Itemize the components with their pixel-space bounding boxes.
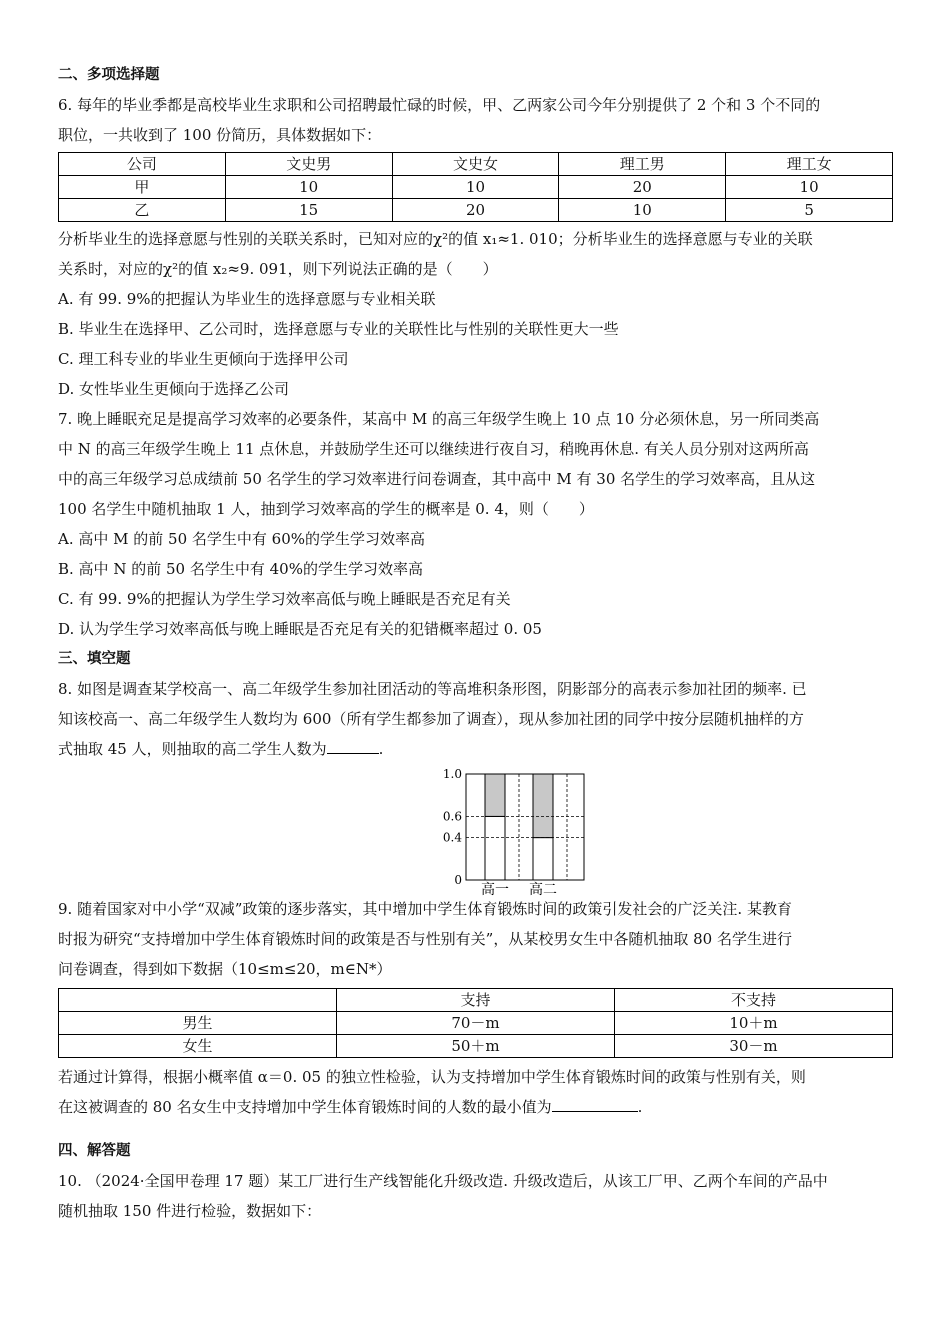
table-cell: 10 xyxy=(392,176,559,199)
option-a: A. 高中 M 的前 50 名学生中有 60%的学生学习效率高 xyxy=(58,530,425,548)
question-text: 式抽取 45 人，则抽取的高二学生人数为 xyxy=(58,740,327,758)
question-text-line: 100 名学生中随机抽取 1 人，抽到学习效率高的学生的概率是 0. 4，则（ ） xyxy=(58,500,594,518)
table-cell: 5 xyxy=(726,199,893,222)
question-text-line: 中的高三年级学习总成绩前 50 名学生的学习效率进行问卷调查，其中高中 M 有 30 名学生的学习效率高，且从这 xyxy=(58,470,816,488)
option-d: D. 认为学生学习效率高低与晚上睡眠是否充足有关的犯错概率超过 0. 05 xyxy=(58,620,542,638)
x-tick-label: 高二 xyxy=(529,882,557,896)
option-c: C. 有 99. 9%的把握认为学生学习效率高低与晚上睡眠是否充足有关 xyxy=(58,590,511,608)
question-9 xyxy=(58,894,893,1122)
option-b: B. 毕业生在选择甲、乙公司时，选择意愿与专业的关联性比与性别的关联性更大一些 xyxy=(58,320,619,338)
x-tick-label: 高一 xyxy=(481,882,509,896)
y-tick-label: 1.0 xyxy=(442,768,462,781)
question-text-end: . xyxy=(378,740,384,758)
bar-1-segment-1 xyxy=(485,816,505,880)
table-row xyxy=(59,199,893,222)
table-header-cell: 不支持 xyxy=(615,989,893,1012)
table-cell: 甲 xyxy=(59,176,226,199)
table-cell: 30－m xyxy=(615,1035,893,1058)
question-text-line: 知该校高一、高二年级学生人数均为 600（所有学生都参加了调查），现从参加社团的同学中按分层随机抽样的方 xyxy=(58,710,804,728)
table-cell: 10＋m xyxy=(615,1012,893,1035)
table-header-cell xyxy=(59,989,337,1012)
bar-2-segment-2 xyxy=(533,774,553,838)
y-tick-label: 0.4 xyxy=(442,830,462,845)
question-text: 在这被调查的 80 名女生中支持增加中学生体育锻炼时间的人数的最小值为 xyxy=(58,1098,552,1116)
table-cell: 10 xyxy=(726,176,893,199)
table-cell: 女生 xyxy=(59,1035,337,1058)
bar-2-segment-1 xyxy=(533,838,553,880)
bar-1-segment-2 xyxy=(485,774,505,816)
table-cell: 70－m xyxy=(337,1012,615,1035)
table-header-row xyxy=(59,989,893,1012)
option-a: A. 有 99. 9%的把握认为毕业生的选择意愿与专业相关联 xyxy=(58,290,436,308)
section-heading-multiple-choice: 二、多项选择题 xyxy=(58,67,160,83)
question-text-line: 若通过计算得，根据小概率值 α＝0. 05 的独立性检验，认为支持增加中学生体育锻炼时间的政策与性别有关，则 xyxy=(58,1068,806,1086)
q6-data-table xyxy=(58,152,893,222)
table-cell: 男生 xyxy=(59,1012,337,1035)
y-tick-label: 0.6 xyxy=(442,809,462,824)
question-text-line xyxy=(58,734,893,764)
table-header-cell: 文史男 xyxy=(225,153,392,176)
question-7 xyxy=(58,404,893,644)
stacked-bar-chart xyxy=(58,764,893,894)
table-row xyxy=(59,1012,893,1035)
question-text-end: . xyxy=(637,1098,643,1116)
table-header-cell: 公司 xyxy=(59,153,226,176)
table-header-row xyxy=(59,153,893,176)
question-text-line: 8. 如图是调查某学校高一、高二年级学生参加社团活动的等高堆积条形图，阴影部分的高表示参加社团的频率. 已 xyxy=(58,680,807,698)
table-cell: 10 xyxy=(225,176,392,199)
table-header-cell: 理工女 xyxy=(726,153,893,176)
question-text-line: 随机抽取 150 件进行检验，数据如下： xyxy=(58,1202,322,1220)
spacer xyxy=(58,1122,893,1136)
table-row xyxy=(59,1035,893,1058)
question-text-line: 关系时，对应的χ²的值 x₂≈9. 091，则下列说法正确的是（ ） xyxy=(58,260,498,278)
table-header-cell: 支持 xyxy=(337,989,615,1012)
option-d: D. 女性毕业生更倾向于选择乙公司 xyxy=(58,380,290,398)
table-cell: 10 xyxy=(559,199,726,222)
question-text-line: 9. 随着国家对中小学“双减”政策的逐步落实，其中增加中学生体育锻炼时间的政策引发社会的广泛关注. 某教育 xyxy=(58,900,792,918)
answer-blank[interactable] xyxy=(327,735,379,754)
section-heading-fill-in: 三、填空题 xyxy=(58,651,131,667)
question-10 xyxy=(58,1166,893,1226)
question-text-line: 中 N 的高三年级学生晚上 11 点休息，并鼓励学生还可以继续进行夜自习，稍晚再休息. 有关人员分别对这两所高 xyxy=(58,440,809,458)
table-cell: 20 xyxy=(392,199,559,222)
table-cell: 20 xyxy=(559,176,726,199)
chart-frame xyxy=(466,774,584,880)
worksheet-page xyxy=(58,60,893,1226)
y-tick-label: 0 xyxy=(454,873,462,887)
q9-data-table xyxy=(58,988,893,1058)
table-cell: 乙 xyxy=(59,199,226,222)
question-8 xyxy=(58,674,893,894)
question-text-line: 分析毕业生的选择意愿与性别的关联关系时，已知对应的χ²的值 x₁≈1. 010；分析毕业生的选择意愿与专业的关联 xyxy=(58,230,813,248)
question-text-line: 时报为研究“支持增加中学生体育锻炼时间的政策是否与性别有关”，从某校男女生中各随机抽取 80 名学生进行 xyxy=(58,930,792,948)
question-6 xyxy=(58,90,893,404)
question-text-line: 10. （2024·全国甲卷理 17 题）某工厂进行生产线智能化升级改造. 升级改造后，从该工厂甲、乙两个车间的产品中 xyxy=(58,1172,828,1190)
table-header-cell: 理工男 xyxy=(559,153,726,176)
option-c: C. 理工科专业的毕业生更倾向于选择甲公司 xyxy=(58,350,349,368)
question-text-line: 职位，一共收到了 100 份简历，具体数据如下： xyxy=(58,126,382,144)
question-text-line: 7. 晚上睡眠充足是提高学习效率的必要条件，某高中 M 的高三年级学生晚上 10 点 10 分必须休息，另一所同类高 xyxy=(58,410,820,428)
question-text-line: 6. 每年的毕业季都是高校毕业生求职和公司招聘最忙碌的时候，甲、乙两家公司今年分别提供了 2 个和 3 个不同的 xyxy=(58,96,821,114)
chart-svg xyxy=(418,768,598,896)
table-cell: 50＋m xyxy=(337,1035,615,1058)
table-cell: 15 xyxy=(225,199,392,222)
option-b: B. 高中 N 的前 50 名学生中有 40%的学生学习效率高 xyxy=(58,560,423,578)
answer-blank[interactable] xyxy=(552,1093,638,1112)
table-header-cell: 文史女 xyxy=(392,153,559,176)
question-text-line: 问卷调查，得到如下数据（10≤m≤20，m∈N*） xyxy=(58,960,392,978)
table-row xyxy=(59,176,893,199)
section-heading-solution: 四、解答题 xyxy=(58,1143,131,1159)
question-text-line xyxy=(58,1092,893,1122)
